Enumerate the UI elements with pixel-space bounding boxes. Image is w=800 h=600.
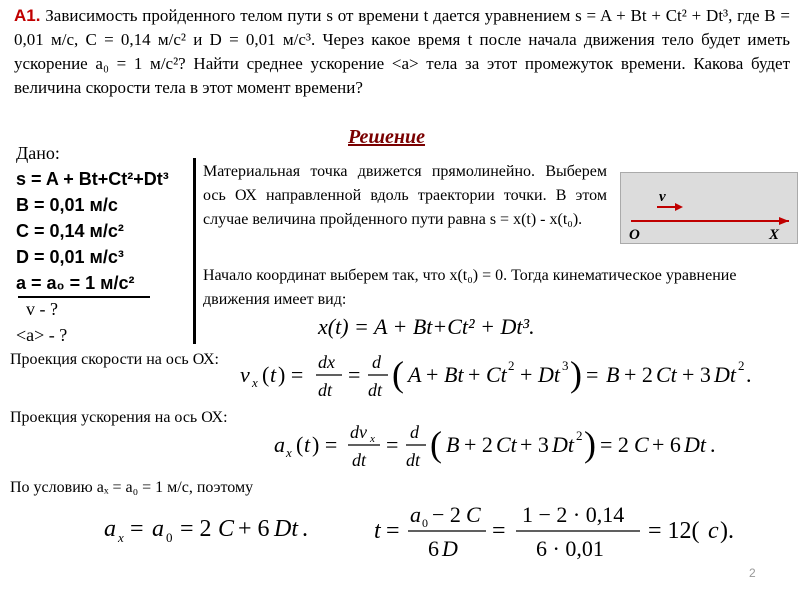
svg-text:2: 2 [576,428,583,443]
svg-text:Ct: Ct [496,432,517,457]
svg-text:+ 2: + 2 [464,432,493,457]
svg-text:+ 6: + 6 [652,432,681,457]
svg-text:A: A [408,362,422,387]
given-line: a = a₀ = 1 м/с² [16,273,135,293]
svg-text:) =: ) = [278,362,304,387]
svg-text:t: t [374,518,381,544]
svg-text:): ) [584,424,596,464]
svg-text:D: D [442,536,458,561]
svg-text:B: B [606,362,620,387]
svg-text:).: ). [720,518,734,544]
svg-text:): ) [570,354,582,394]
svg-text:t: t [270,362,277,387]
svg-text:0: 0 [422,516,428,530]
svg-text:dt: dt [368,380,383,400]
svg-text:) =: ) = [312,432,338,457]
svg-text:+ 3: + 3 [682,362,711,387]
svg-text:dt: dt [318,380,333,400]
svg-text:+: + [468,362,481,387]
svg-text:− 2: − 2 [432,502,461,527]
given-separator [193,158,196,344]
time-equation [370,496,790,568]
condition-label: По условию aₓ = a₀ = 1 м/с, поэтому [10,479,254,496]
svg-text:0: 0 [166,530,173,545]
unknown-line: v - ? [26,299,58,319]
svg-text:+ 3: + 3 [520,432,549,457]
svg-text:.: . [746,362,752,387]
svg-text:+ 6: + 6 [238,516,270,542]
page-number: 2 [749,566,756,580]
origin-label: O [629,227,640,243]
svg-text:(: ( [296,432,304,457]
svg-text:=: = [586,362,599,387]
svg-text:6: 6 [428,536,439,561]
given-divider [18,296,150,298]
velocity-equation [236,344,796,404]
svg-text:6 · 0,01: 6 · 0,01 [536,536,604,561]
svg-text:+: + [520,362,533,387]
axis-diagram [620,172,798,244]
given-title: Дано: [16,143,60,163]
svg-text:Bt: Bt [444,362,464,387]
svg-text:d: d [372,352,381,372]
svg-text:v: v [240,362,250,387]
svg-text:Dt: Dt [714,362,736,387]
solution-title: Решение [348,126,426,148]
velocity-projection-label: Проекция скорости на ось ОХ: [10,351,219,368]
axis-svg [621,173,797,243]
svg-text:= 12(: = 12( [648,518,700,544]
svg-text:=: = [348,362,361,387]
problem-number: А1. [14,6,41,25]
svg-text:(: ( [392,354,404,394]
svg-text:dt: dt [406,450,421,470]
ox-axis-arrowhead [779,217,789,225]
svg-text:C: C [218,516,235,542]
svg-text:.: . [710,432,716,457]
given-block [16,140,196,348]
svg-text:2: 2 [738,358,745,373]
svg-text:t: t [304,432,311,457]
problem-statement [14,4,790,100]
svg-text:Dt: Dt [684,432,706,457]
given-line: D = 0,01 м/с³ [16,247,124,267]
svg-text:(: ( [430,424,442,464]
svg-text:Ct: Ct [486,362,507,387]
given-line: C = 0,14 м/с² [16,221,124,241]
svg-text:1 − 2 · 0,14: 1 − 2 · 0,14 [522,502,625,527]
paragraph-origin: Начало координат выберем так, что x(t₀) = 0. Тогда кинематическое уравнение движения имеет вид: [203,267,737,308]
acceleration-projection-label: Проекция ускорения на ось ОХ: [10,409,228,426]
svg-text:3: 3 [562,358,569,373]
unknown-line: <a> - ? [16,325,68,345]
svg-text:Dt: Dt [538,362,560,387]
kinematic-equation: x(t) = A + Bt+Ct² + Dt³. [318,314,535,339]
svg-text:a: a [274,432,285,457]
svg-text:dv: dv [350,422,367,442]
svg-text:a: a [410,502,421,527]
svg-text:B: B [446,432,460,457]
velocity-arrowhead [675,203,683,211]
svg-text:dt: dt [352,450,367,470]
svg-text:a: a [104,516,116,542]
condition-equation [100,502,370,552]
given-line: B = 0,01 м/с [16,195,118,215]
svg-text:= 2: = 2 [600,432,629,457]
svg-text:=: = [130,516,144,542]
svg-text:x: x [286,445,292,460]
x-label: X [769,227,780,243]
svg-text:.: . [302,516,308,542]
svg-text:x: x [370,433,375,445]
v-label: v [659,189,666,205]
svg-text:d: d [410,422,419,442]
svg-text:C: C [634,432,649,457]
acceleration-equation [270,416,770,476]
paragraph-motion: Материальная точка движется прямолинейно. Выберем ось ОХ направленной вдоль траектории точки. В этом случае величина пройденного пути равна s = x(t) - x(t₀). [203,163,607,228]
svg-text:= 2: = 2 [180,516,212,542]
svg-text:+: + [426,362,439,387]
given-line: s = A + Bt+Ct²+Dt³ [16,169,169,189]
svg-text:Ct: Ct [656,362,677,387]
svg-text:=: = [386,518,400,544]
svg-text:2: 2 [508,358,515,373]
svg-text:dx: dx [318,352,335,372]
svg-text:Dt: Dt [552,432,574,457]
svg-text:a: a [152,516,164,542]
svg-text:=: = [492,518,506,544]
svg-text:+ 2: + 2 [624,362,653,387]
svg-text:c: c [708,518,719,544]
svg-text:(: ( [262,362,270,387]
problem-text: Зависимость пройденного телом пути s от времени t дается уравнением s = A + Bt + Ct² + Dt³, где B = 0,01 м/с, C = 0,14 м/с² и D = 0,01 м/с³. Через какое время t после начала движения тело будет иметь ускорение a₀ = 1 м/с²? Найти среднее ускорение <a> тела за этот промежуток времени. Какова будет величина скорости тела в этот момент времени? [14,6,791,97]
svg-text:=: = [386,432,399,457]
svg-text:x: x [118,530,124,545]
svg-text:C: C [466,502,481,527]
svg-text:Dt: Dt [274,516,298,542]
svg-text:x: x [252,375,258,390]
